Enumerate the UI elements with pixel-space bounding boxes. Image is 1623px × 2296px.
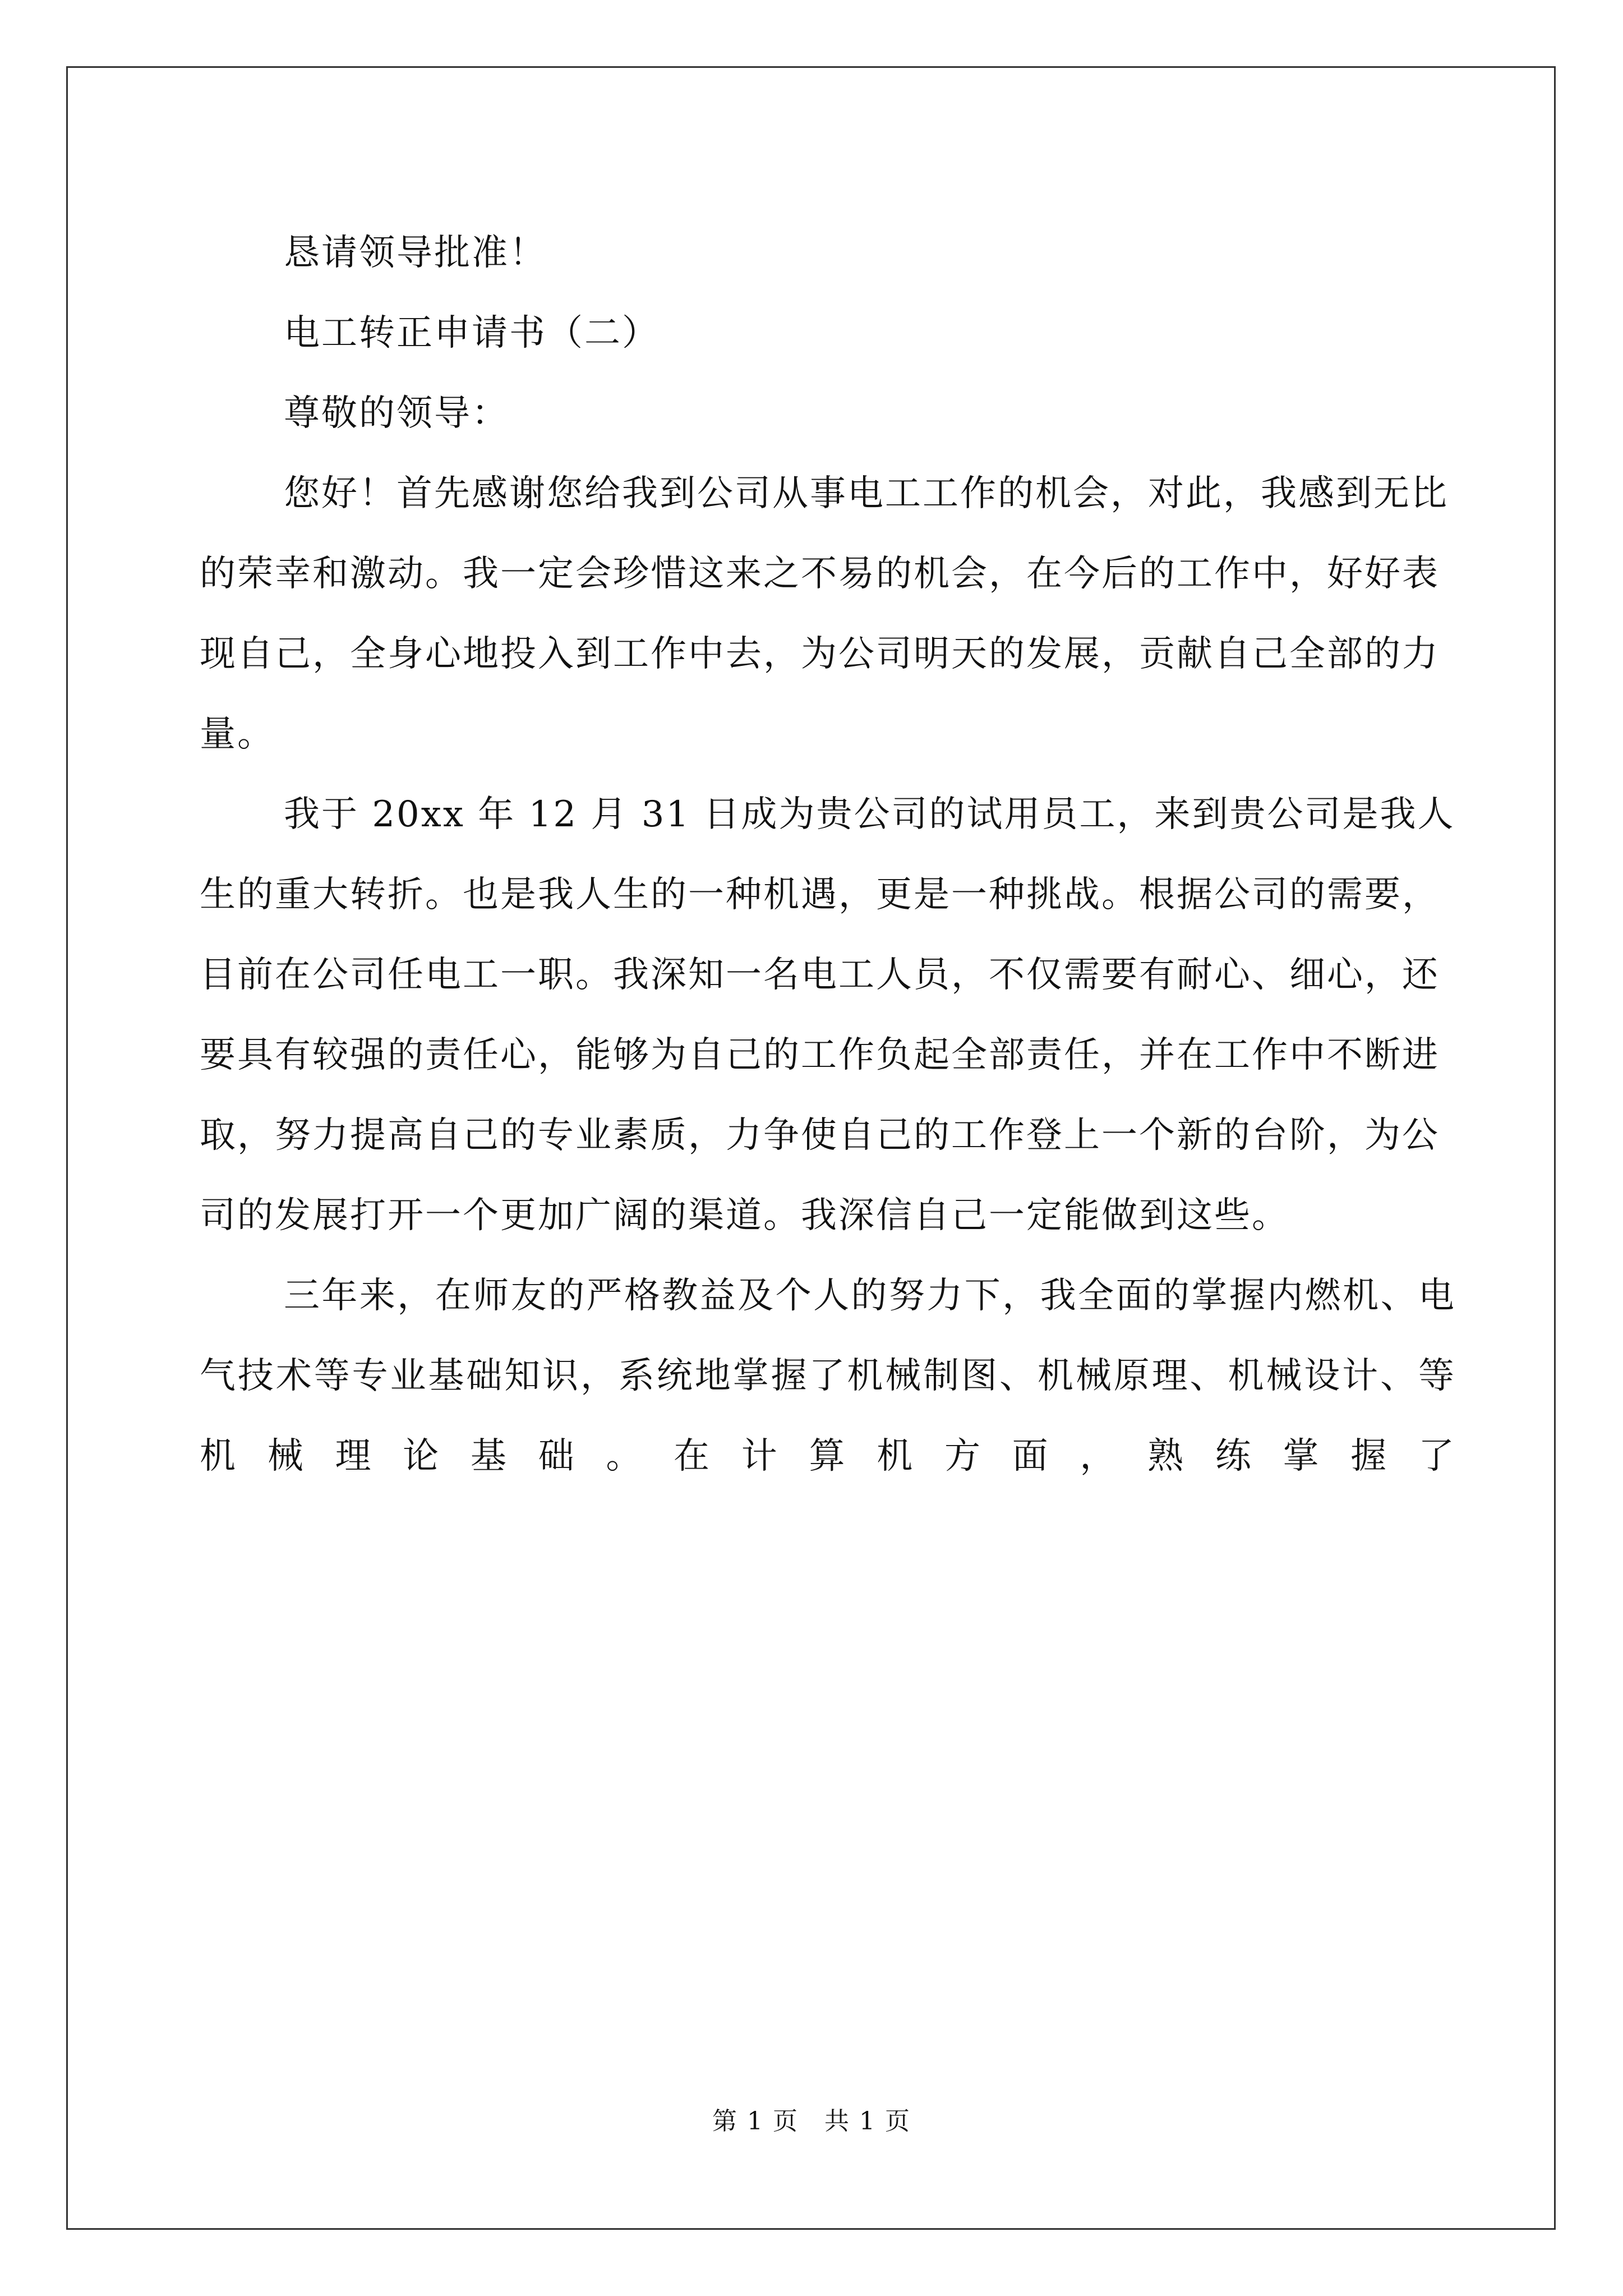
body-paragraph: 您好！首先感谢您给我到公司从事电工工作的机会，对此，我感到无比的荣幸和激动。我一定会珍惜这来之不易的机会，在今后的工作中，好好表现自己，全身心地投入到工作中去，为公司明天的发展，贡献自己全部的力量。 — [200, 473, 1449, 755]
page-number: 第 1 页 共 1 页 — [712, 2107, 911, 2136]
section-title: 电工转正申请书（二） — [284, 312, 660, 354]
salutation: 尊敬的领导： — [284, 393, 509, 434]
body-paragraph: 三年来，在师友的严格教益及个人的努力下，我全面的掌握内燃机、电气技术等专业基础知识，系统地掌握了机械制图、机械原理、机械设计、等机械理论基础。在计算机方面，熟练掌握了 — [200, 1275, 1456, 1477]
body-paragraph: 我于 20xx 年 12 月 31 日成为贵公司的试用员工，来到贵公司是我人生的重大转折。也是我人生的一种机遇，更是一种挑战。根据公司的需要，目前在公司任电工一职。我深知一名电工人员，不仅需要有耐心、细心，还要具有较强的责任心，能够为自己的工作负起全部责任，并在工作中不断进取，努力提高自己的专业素质，力争使自己的工作登上一个新的台阶，为公司的发展打开一个更加广阔的渠道。我深信自己一定能做到这些。 — [200, 794, 1455, 1236]
closing-request: 恳请领导批准！ — [284, 232, 547, 274]
document-body — [200, 213, 1456, 1497]
